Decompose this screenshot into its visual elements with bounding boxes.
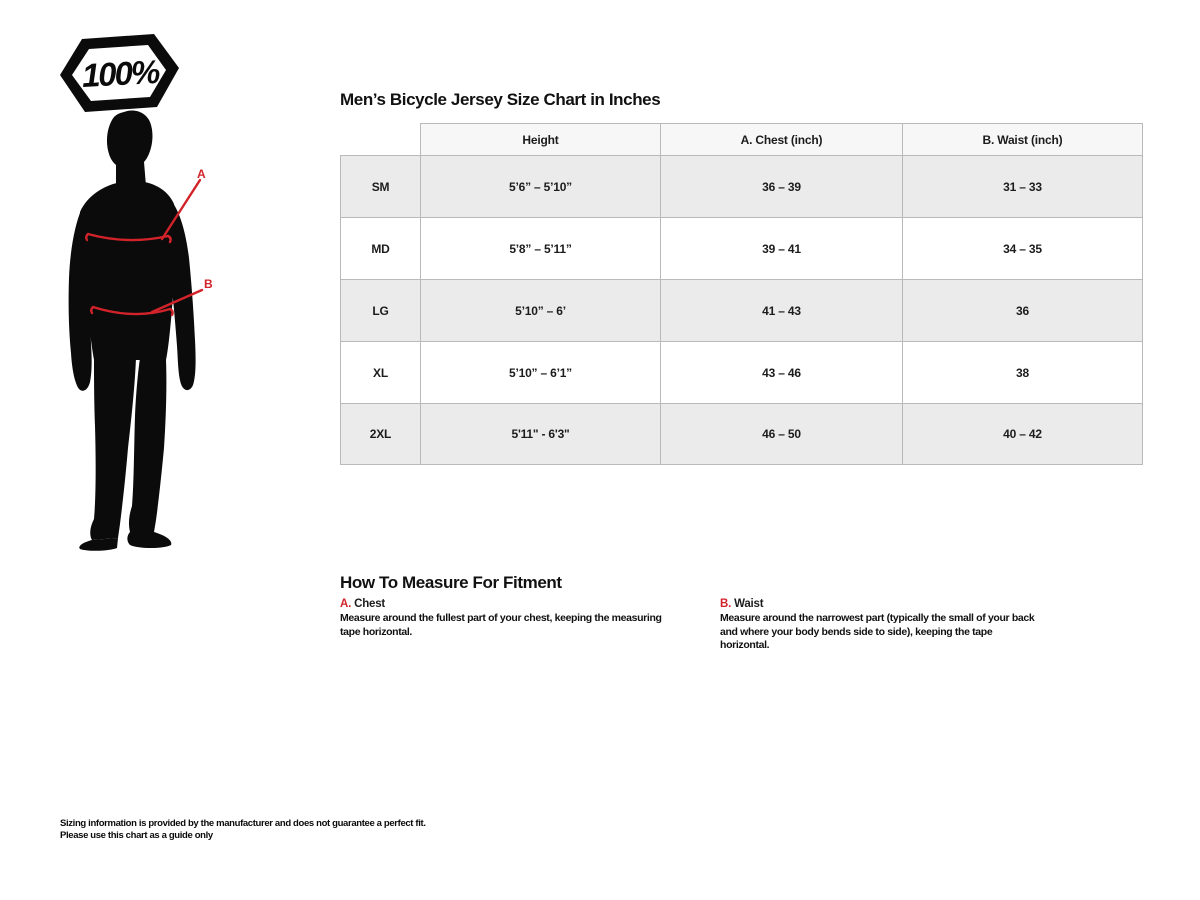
row-2xl-height: 5'11" - 6'3" bbox=[420, 403, 660, 465]
sizing-disclaimer-line2: Please use this chart as a guide only bbox=[60, 830, 213, 841]
how-to-measure-heading: How To Measure For Fitment bbox=[340, 573, 562, 592]
chest-label-a: A bbox=[197, 167, 206, 181]
measure-waist-letter: B. bbox=[720, 598, 732, 610]
row-md-size: MD bbox=[340, 217, 420, 279]
row-lg-chest: 41 – 43 bbox=[660, 279, 902, 341]
measure-chest-letter: A. bbox=[340, 598, 352, 610]
row-xl-chest: 43 – 46 bbox=[660, 341, 902, 403]
sizing-disclaimer-line1: Sizing information is provided by the manufacturer and does not guarantee a perfect fit. bbox=[60, 818, 426, 829]
row-xl-waist: 38 bbox=[902, 341, 1143, 403]
row-md-chest: 39 – 41 bbox=[660, 217, 902, 279]
man-silhouette-icon bbox=[69, 110, 196, 550]
sizing-disclaimer bbox=[60, 818, 426, 842]
brand-logo-icon bbox=[58, 30, 182, 116]
row-sm-height: 5’6” – 5’10” bbox=[420, 155, 660, 217]
body-silhouette-figure bbox=[64, 108, 214, 553]
table-corner-cell bbox=[340, 123, 420, 155]
row-sm-waist: 31 – 33 bbox=[902, 155, 1143, 217]
row-lg-waist: 36 bbox=[902, 279, 1143, 341]
measure-waist-label bbox=[720, 598, 1042, 610]
measure-chest-description: Measure around the fullest part of your chest, keeping the measuring tape horizontal. bbox=[340, 612, 662, 638]
measure-waist-name: Waist bbox=[734, 598, 764, 610]
row-xl-height: 5’10” – 6’1” bbox=[420, 341, 660, 403]
row-2xl-waist: 40 – 42 bbox=[902, 403, 1143, 465]
row-md-waist: 34 – 35 bbox=[902, 217, 1143, 279]
row-md-height: 5’8” – 5’11” bbox=[420, 217, 660, 279]
row-sm-chest: 36 – 39 bbox=[660, 155, 902, 217]
measure-chest-name: Chest bbox=[354, 598, 386, 610]
column-header-chest: A. Chest (inch) bbox=[660, 123, 902, 155]
row-sm-size: SM bbox=[340, 155, 420, 217]
waist-label-b: B bbox=[204, 277, 213, 291]
row-2xl-size: 2XL bbox=[340, 403, 420, 465]
brand-logo-text: 100% bbox=[80, 53, 160, 94]
measure-item-waist bbox=[720, 598, 1042, 653]
measure-chest-label bbox=[340, 598, 670, 610]
row-lg-height: 5’10” – 6’ bbox=[420, 279, 660, 341]
measure-waist-description: Measure around the narrowest part (typically the small of your back and where your body bends side to side), keeping the tape horizontal. bbox=[720, 612, 1035, 651]
measure-item-chest bbox=[340, 598, 670, 639]
row-xl-size: XL bbox=[340, 341, 420, 403]
column-header-waist: B. Waist (inch) bbox=[902, 123, 1143, 155]
row-lg-size: LG bbox=[340, 279, 420, 341]
row-2xl-chest: 46 – 50 bbox=[660, 403, 902, 465]
column-header-height: Height bbox=[420, 123, 660, 155]
size-chart-table bbox=[340, 123, 1144, 465]
page-title: Men’s Bicycle Jersey Size Chart in Inches bbox=[340, 90, 661, 109]
